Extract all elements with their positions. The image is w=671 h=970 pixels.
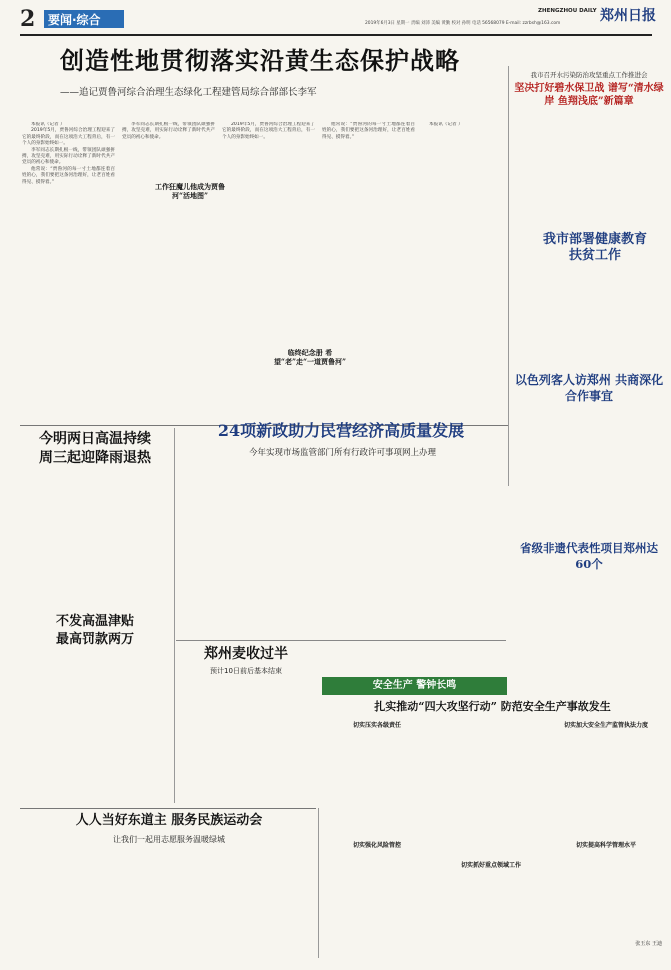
safety-col-head: 切实加大安全生产监管执法力度 [563,722,648,729]
lead-paragraph: 2019年5月，贾鲁河综合治理工程迎来了它的最终阶段，而在这项浩大工程背后，有一个人的身影始终如一。 [22,128,115,147]
wheat-text [178,678,318,803]
right-text-1 [514,112,664,222]
safety-banner: 安全生产 警钟长鸣 [372,680,457,691]
safety-col-head: 切实强化风险管控 [352,842,401,849]
column-divider [508,66,509,486]
heat-sub-headline-1: 不发高温津贴 [55,614,134,629]
masthead [0,0,671,36]
section-rule [176,640,506,641]
lead-paragraph: 2019年5月，贾鲁河综合治理工程迎来了它的最终阶段，而在这项浩大工程背后，有一个人的身影始终如一。 [222,122,315,140]
lead-paragraph: 他常说：“贾鲁河的每一寸土地都连着百姓的心，我们要把这条河治理好，让老百姓看得见、摸得着。” [322,122,415,140]
heat-sub-text [22,652,172,802]
lead-paragraph: 本报讯（记者 ） [429,122,463,127]
lead-paragraph: 他常说：“贾鲁河的每一寸土地都连着百姓的心，我们要把这条河治理好，让老百姓看得见、摸得着。” [22,166,115,185]
safety-body [322,720,662,950]
masthead-rule [20,34,652,36]
lead-column-4 [322,122,415,422]
safety-byline: 张玉东 王迪 [635,941,662,947]
right-text-4 [514,576,664,686]
column-divider [318,808,319,958]
lead-column-3 [222,122,315,422]
volunteer-text [22,850,316,960]
volunteer-headline: 人人当好东道主 服务民族运动会 [75,813,263,828]
lead-paragraph: 李军同志长期扎根一线，带领团队顽强拼搏，攻坚克难，用实际行动诠释了新时代共产党员的初心和使命。 [122,122,215,140]
lead-paragraph: 李军同志长期扎根一线，带领团队顽强拼搏，攻坚克难，用实际行动诠释了新时代共产党员的初心和使命。 [22,147,115,166]
page-number: 2 [20,6,36,32]
right-headline-3: 以色列客人访郑州 共商深化合作事宜 [514,373,664,403]
heat-sub-headline-2: 最高罚款两万 [55,632,134,647]
policy-text [178,464,503,614]
paper-name-en: ZHENGZHOU DAILY [538,8,597,14]
lead-column-5 [420,122,505,422]
date-line: 2019年6月3日 星期一 责编 刘沛 美编 黄勤 校对 孙明 电话 56568079 E-mail: zzrbsh@163.com [365,21,561,26]
policy-headline: 24项新政助力民营经济高质量发展 [217,421,465,440]
heat-headline-1: 今明两日高温持续 [39,431,151,447]
safety-col-head: 切实抓好重点领域工作 [460,862,521,869]
safety-text [436,720,546,945]
column-divider [174,428,175,803]
right-kicker: 我市召开水污染防治攻坚重点工作推进会 [530,71,648,79]
lead-subheadline: ——追记贾鲁河综合治理生态绿化工程建管局综合部部长李军 [60,87,317,98]
right-headline-4: 省级非遗代表性项目郑州达60个 [520,541,658,571]
lead-paragraph: 本报讯（记者 ） [31,122,65,127]
lead-column-2 [122,122,215,422]
section-title: 要闻·综合 [48,13,101,27]
safety-col-head: 切实提高科学管理水平 [575,842,636,849]
heat-headline-2: 周三起迎降雨退热 [39,450,151,466]
volunteer-subheadline: 让我们一起用志愿服务温暖绿城 [113,835,225,844]
heat-text [22,470,172,610]
lead-subhead-1: 工作狂魔儿他成为贾鲁河“活地图” [155,182,225,200]
safety-text [550,730,662,945]
safety-text [322,730,432,945]
lead-headline: 创造性地贯彻落实沿黄生态保护战略 [60,46,460,75]
safety-headline: 扎实推动“四大攻坚行动” 防范安全生产事故发生 [374,700,611,713]
right-text-3 [514,408,664,528]
lead-subhead-2: 临终纪念册 希望“老”走“一道贾鲁河” [273,348,347,366]
wheat-headline: 郑州麦收过半 [204,646,288,662]
policy-subheadline: 今年实现市场监管部门所有行政许可事项网上办理 [248,448,436,458]
right-headline-2: 我市部署健康教育扶贫工作 [542,232,647,263]
wheat-subheadline: 预计10日前后基本结束 [210,667,282,675]
paper-name-cn: 郑州日报 [600,8,656,24]
safety-col-head: 切实压实各级责任 [352,722,401,729]
section-rule [20,808,316,809]
right-headline-1: 坚决打好碧水保卫战 谱写“清水绿岸 鱼翔浅底”新篇章 [514,83,664,107]
right-text-2 [514,268,664,368]
lead-column-1 [22,122,115,422]
